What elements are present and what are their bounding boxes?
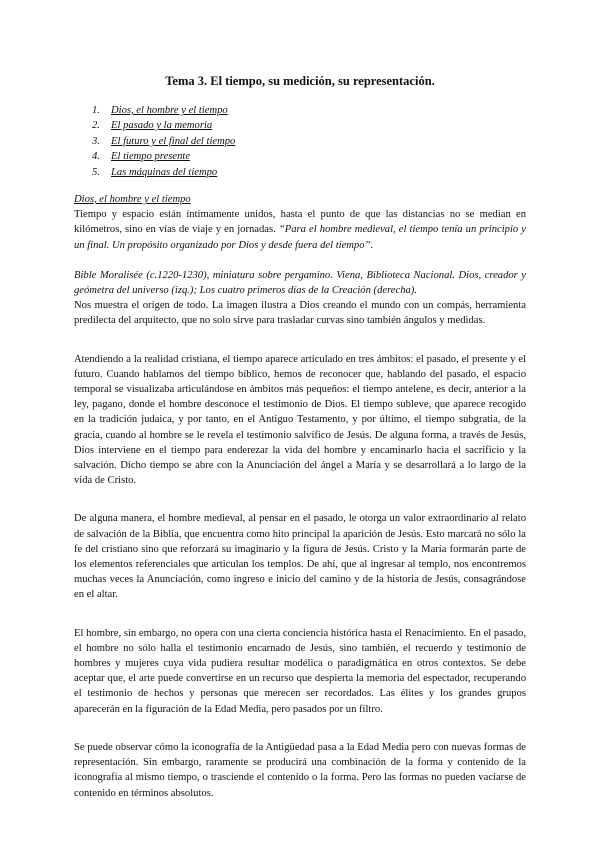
toc-item[interactable] — [92, 103, 235, 118]
intro-end: . — [370, 239, 374, 251]
toc-link[interactable]: El futuro y el final del tiempo — [111, 135, 236, 147]
body-paragraph: Atendiendo a la realidad cristiana, el tiempo aparece articulado en tres ámbitos: el pasado, el presente y el futuro. Cuando hablamos del tiempo bíblico, hemos de reconocer que, hablando del pasado, el espacio temporal se visualizaba articulándose en ámbitos más pequeños: el tiempo antelene, es decir, anterior a la ley, pagano, donde el hombre desconoce el testimonio de Dios. El tiempo subleve, que aparece recogido en la tradición judaica, y por tanto, en el Antiguo Testamento, y por último, el tiempo subgratia, de la gracia, cuando al hombre se le revela el testimonio salvífico de Jesús. De alguna forma, a través de Jesús, Dios interviene en el tiempo para enderezar la vida del hombre y encaminarlo hacia el sacrificio y la salvación. Dicho tiempo se abre con la Anunciación del ángel a María y se desarrollará a lo largo de la vida de Cristo. — [74, 353, 526, 487]
toc-item[interactable] — [92, 118, 235, 133]
caption-description: Nos muestra el origen de todo. La imagen ilustra a Dios creando el mundo con un compás, herramienta predilecta del arquitecto, que no solo sirve para trasladar curvas sino también ángulos y medidas. — [74, 300, 526, 327]
intro-paragraph — [74, 207, 526, 253]
toc-link[interactable]: El tiempo presente — [111, 151, 191, 163]
toc-number: 5. — [92, 166, 100, 178]
section-heading: Dios, el hombre y el tiempo — [74, 194, 191, 205]
body-paragraph: El hombre, sin embargo, no opera con una cierta conciencia histórica hasta el Renacimiento. En el pasado, el hombre no sólo halla el testimonio encarnado de Jesús, sino también, el recuerdo y testimonio de hombres y mujeres cuya vida pudiera resultar modélica o paradigmática en otros contextos. Se debe aceptar que, el arte puede convertirse en un recurso que despierta la memoria del espectador, recuperando el testimonio de hechos y personas que merecen ser recordados. Las élites y los grandes grupos aparecerán en la figuración de la Edad Media, pero pasados por un filtro. — [74, 627, 526, 715]
table-of-contents — [92, 103, 235, 180]
page-title: Tema 3. El tiempo, su medición, su representación. — [165, 74, 435, 88]
body-paragraph: Se puede observar cómo la iconografía de la Antigüedad pasa a la Edad Media pero con nuevas formas de representación. Sin embargo, raramente se producirá una combinación de la forma y contenido de la iconografía al mismo tiempo, o trasciende el contenido o la forma. Pero las formas no pueden vaciarse de contenido en términos absolutos. — [74, 741, 526, 799]
toc-number: 4. — [92, 151, 100, 163]
body-paragraph: De alguna manera, el hombre medieval, al pensar en el pasado, le otorga un valor extraordinario al relato de salvación de la Biblia, que encuentra como hito principal la aparición de Jesús. Esto marcará no sólo la fe del cristiano sino que reforzará su imaginario y la figura de Jesús. Cristo y la María formarán parte de los elementos referenciales que articulan los templos. De ahí, que al ingresar al templo, nos encontremos muchas veces la Anunciación, como ingreso e inicio del camino y de la historia de Jesús, consagrándose en el altar. — [74, 513, 526, 601]
intro-quote: “Para el hombre medieval, el tiempo tenía un principio y un final. Un propósito organizado por Dios y desde fuera del tiempo” — [74, 224, 526, 251]
figure-caption: Bible Moralisée (c.1220-1230), miniatura sobre pergamino. Viena, Biblioteca Nacional. Dios, creador y geómetra del universo (izq.); Los cuatro primeros días de la Creación (derecha). — [74, 269, 526, 297]
toc-item[interactable] — [92, 149, 235, 164]
toc-link[interactable]: Las máquinas del tiempo — [111, 166, 218, 178]
toc-item[interactable] — [92, 165, 235, 180]
toc-number: 1. — [92, 105, 100, 116]
intro-text: Tiempo y espacio están íntimamente unidos, hasta el punto de que las distancias no se median en kilómetros, sino en vías de viaje y en jornadas. — [74, 209, 526, 236]
toc-number: 3. — [92, 135, 100, 147]
toc-link[interactable]: Dios, el hombre y el tiempo — [111, 105, 228, 116]
toc-link[interactable]: El pasado y la memoria — [111, 120, 213, 132]
toc-item[interactable] — [92, 134, 235, 149]
document-body — [74, 192, 526, 801]
toc-number: 2. — [92, 120, 100, 132]
